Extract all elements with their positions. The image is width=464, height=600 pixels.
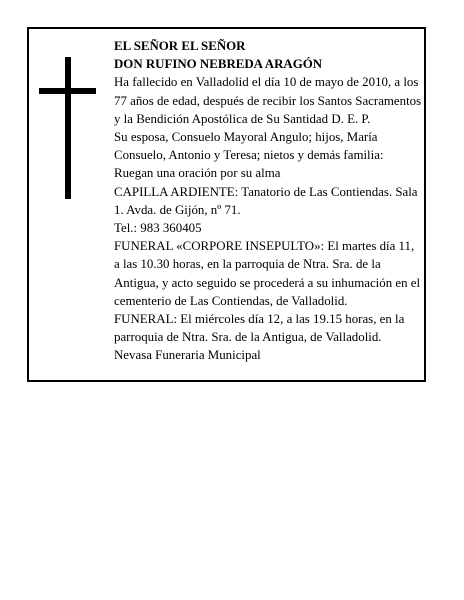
- family-list: Su esposa, Consuelo Mayoral Angulo; hijos, María Consuelo, Antonio y Teresa; nietos y demás familia:: [114, 130, 384, 163]
- funeral-home: Nevasa Funeraria Municipal: [114, 348, 261, 363]
- phone-number: Tel.: 983 360405: [114, 221, 202, 236]
- cross-icon: [39, 57, 96, 199]
- deceased-name: DON RUFINO NEBREDA ARAGÓN: [114, 57, 323, 72]
- prayer-request: Ruegan una oración por su alma: [114, 166, 281, 181]
- notice-text: [114, 37, 422, 365]
- cross-horizontal-bar: [39, 88, 96, 94]
- cross-vertical-bar: [65, 57, 71, 199]
- obituary-notice: [27, 27, 426, 382]
- chapel-info: CAPILLA ARDIENTE: Tanatorio de Las Contiendas. Sala 1. Avda. de Gijón, nº 71.: [114, 184, 418, 217]
- funeral-mass: FUNERAL: El miércoles día 12, a las 19.15 horas, en la parroquia de Ntra. Sra. de la Antigua, de Valladolid.: [114, 312, 405, 345]
- death-announcement: Ha fallecido en Valladolid el día 10 de mayo de 2010, a los 77 años de edad, después de recibir los Santos Sacramentos y la Bendición Apostólica de Su Santidad D. E. P.: [114, 75, 422, 126]
- funeral-corpore-insepulto: FUNERAL «CORPORE INSEPULTO»: El martes día 11, a las 10.30 horas, en la parroquia de Ntra. Sra. de la Antigua, y acto seguido se procederá a su inhumación en el cementerio de Las Contiendas, de Valladolid.: [114, 239, 421, 308]
- header-title: EL SEÑOR EL SEÑOR: [114, 39, 246, 53]
